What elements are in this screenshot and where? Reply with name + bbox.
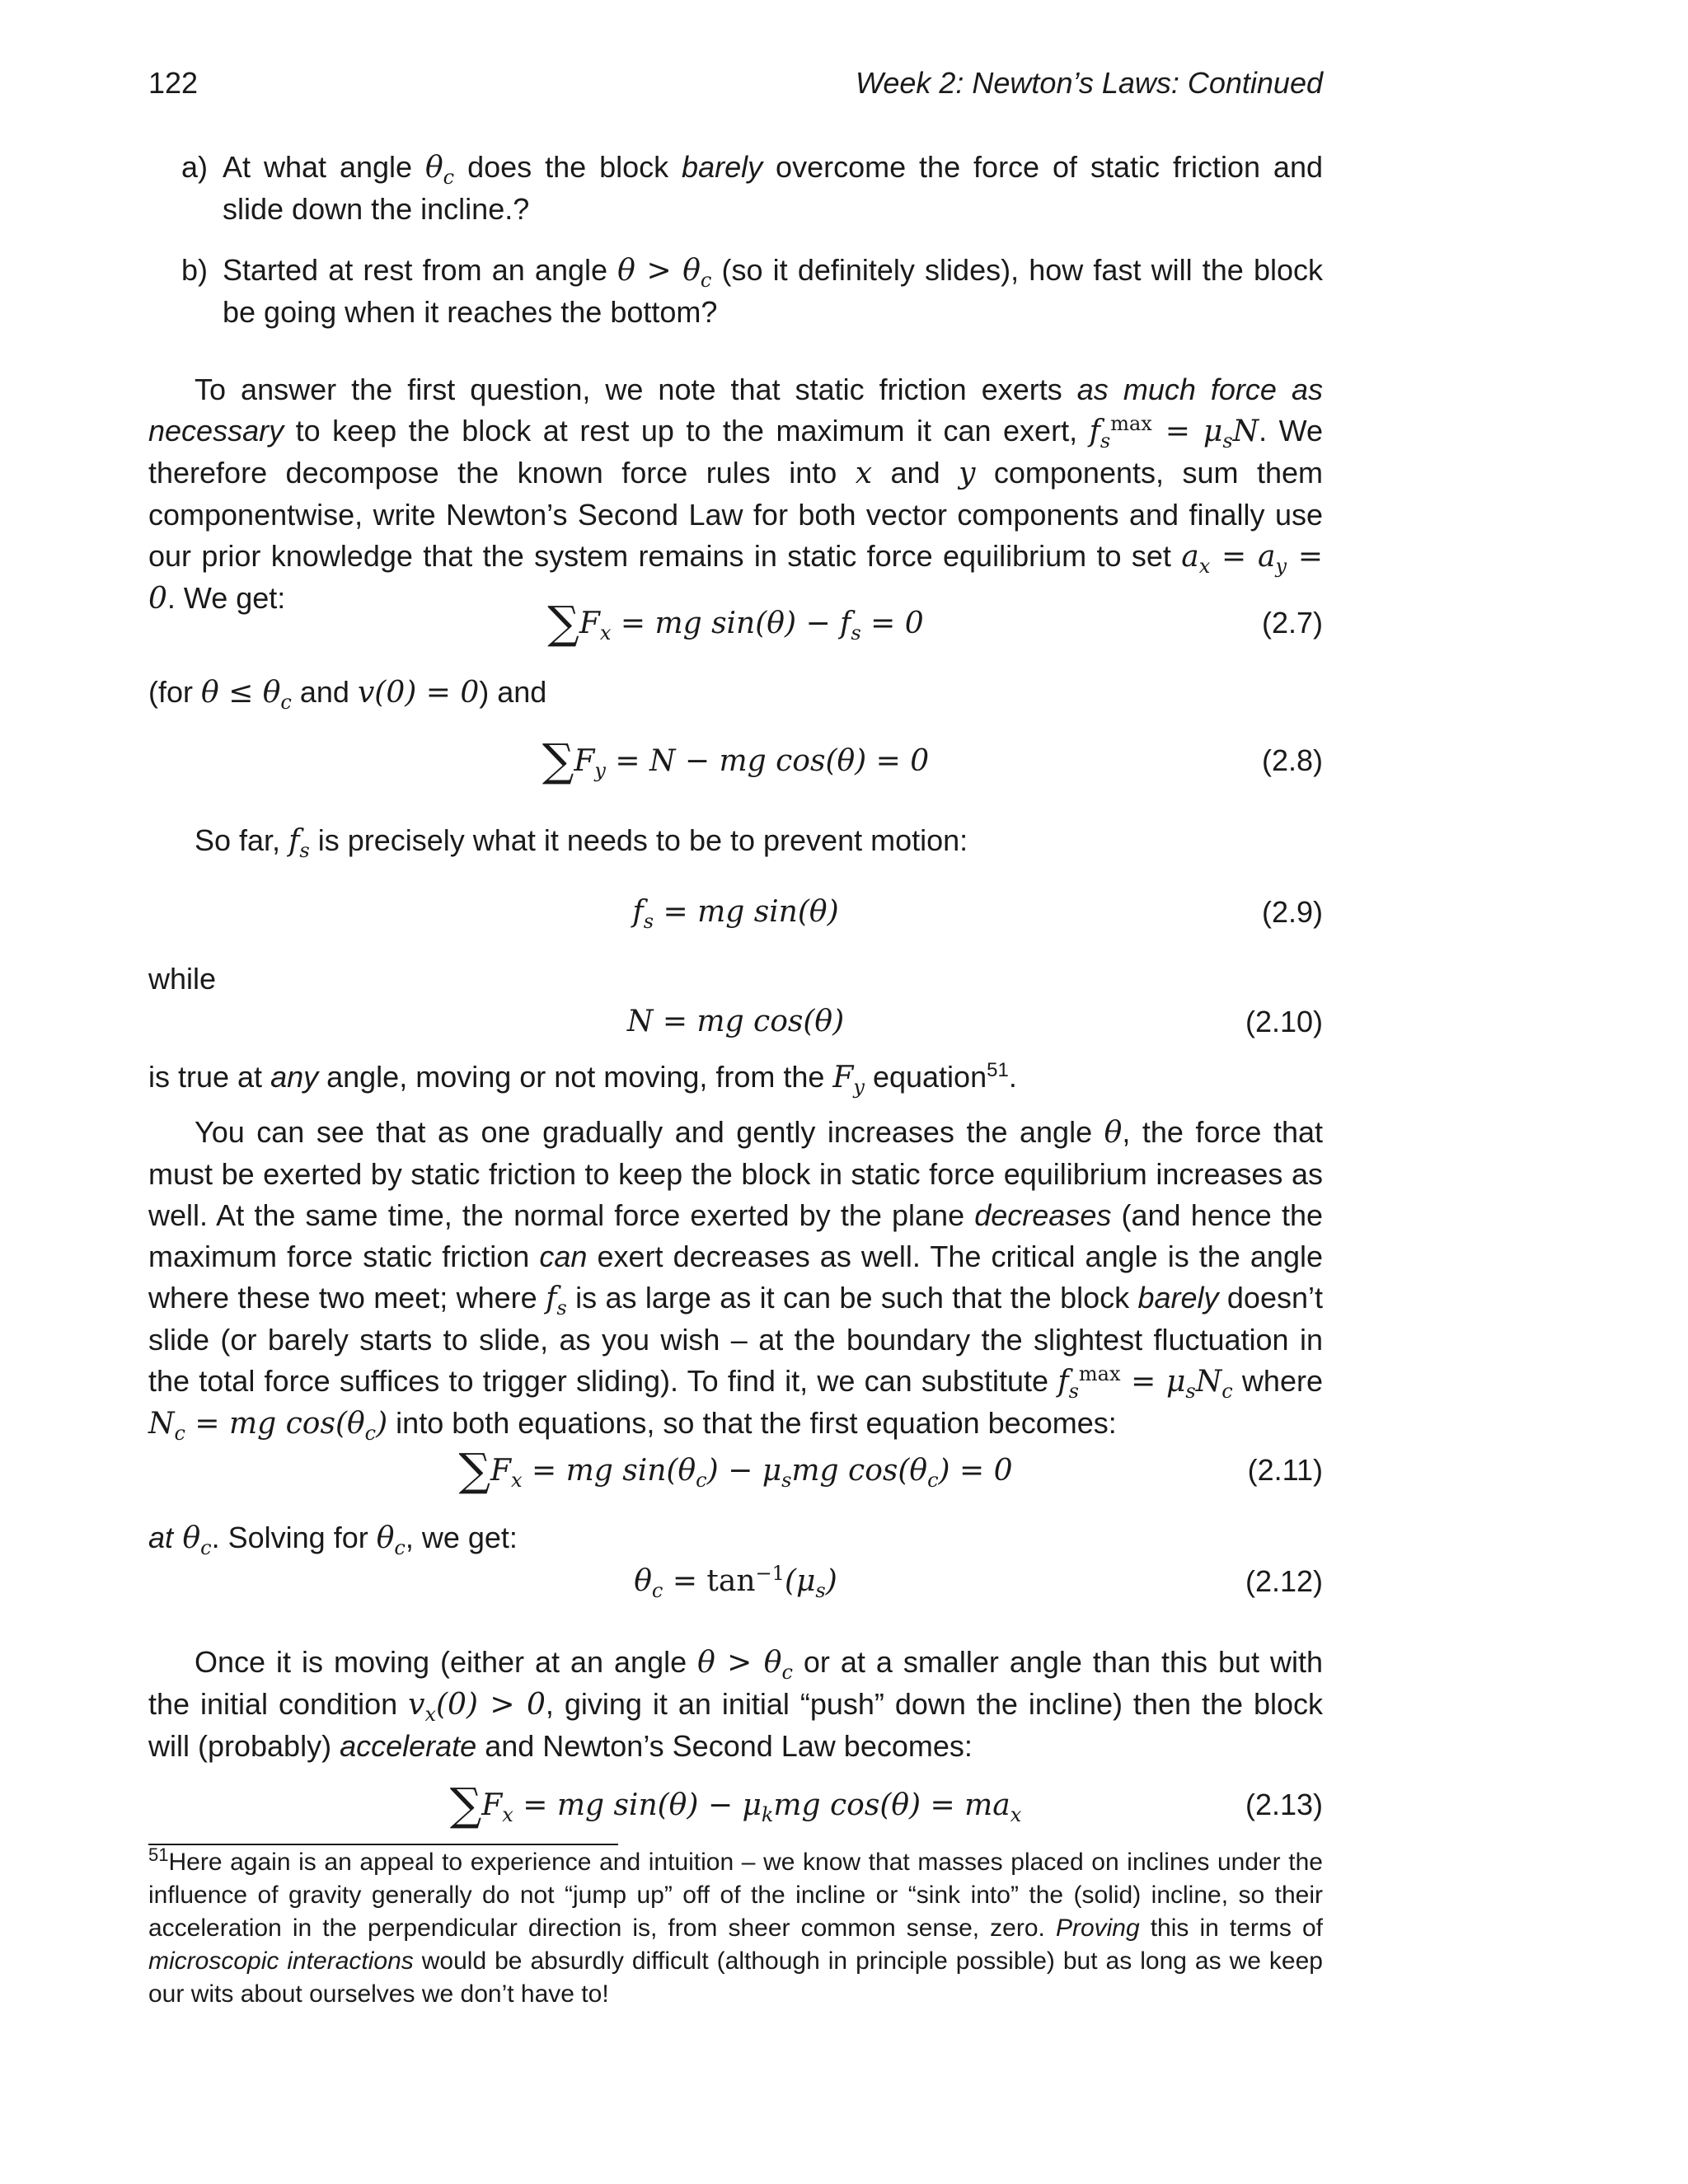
solving-line: at $\theta_c$. Solving for $\theta_c$, we get: [148, 1521, 518, 1560]
equation-2-11-expression: $\sum F_x$ = mg $\sin(\theta_c) - \mu_smg$ $\cos(\theta_c) = 0$ [458, 1444, 1013, 1496]
equation-2-11 [148, 1446, 1323, 1495]
question-a-text: At what angle $\theta_c$ does the block barely overcome the force of static friction and slide down the incline.? [223, 150, 1323, 226]
paragraph-once-moving: Once it is moving (either at an angle $\theta > \theta_c$ or at a smaller angle than this but with the initial condition $v_x(0) > 0$, giving it an initial “push” down the incline) then the block will (probably) accelerate and Newton’s Second Law becomes: [148, 1645, 1323, 1763]
equation-2-13 [148, 1780, 1323, 1830]
paragraph-so-far: So far, $f_s$ is precisely what it needs to be to prevent motion: [195, 823, 968, 863]
question-b-label: b) [181, 253, 209, 287]
equation-2-7-expression: $\sum F_x$ = mg $\sin(\theta) - f_s = 0$ [547, 597, 924, 649]
equation-2-9-expression: $f_s$ = mg sin(θ) [632, 895, 839, 934]
footnote: $^{51}$Here again is an appeal to experience and intuition – we know that masses placed on inclines under the influence of gravity generally do not “jump up” off of the incline or “sink into” the (solid) incline, so their acceleration in the perpendicular direction is, from sheer common sense, zero. Proving this in terms of microscopic interactions would be absurdly difficult (although in principle possible) but as long as we keep our wits about ourselves we don’t have to! [148, 1844, 1323, 2008]
paragraph-static-friction: To answer the first question, we note that static friction exerts as much force as necessary to keep the block at rest up to the maximum it can exert, $f_s^{max} = \mu_sN$. We therefore decompose the known force rules into x and y components, sum them componentwise, write Newton’s Second Law for both vector components and finally use our prior knowledge that the system remains in static force equilibrium to set $a_x = a_y = 0$. We get: [148, 373, 1323, 616]
page-number: 122 [148, 66, 199, 100]
paragraph-any-angle: is true at any angle, moving or not moving, from the $F_y$ equation$^{51}$. [148, 1059, 1017, 1099]
running-head [148, 63, 1323, 104]
question-b-text: Started at rest from an angle $\theta > \theta_c$ (so it definitely slides), how fast will the block be going when it reaches the bottom? [223, 253, 1324, 329]
equation-2-9 [148, 888, 1323, 937]
equation-2-8 [148, 736, 1323, 785]
footnote-marker: 51 [987, 1059, 1009, 1081]
condition-line: (for $\theta \le \theta_c$ and v(0) = 0) and [148, 675, 547, 715]
equation-2-10 [148, 997, 1323, 1047]
equation-2-12-number: (2.12) [1245, 1564, 1323, 1598]
equation-2-7-number: (2.7) [1261, 606, 1323, 640]
equation-2-12-expression: $\theta_c = \tan^{-1}(\mu_s)$ [634, 1562, 837, 1603]
while-text: while [148, 962, 217, 996]
question-a-label: a) [181, 150, 209, 184]
equation-2-9-number: (2.9) [1261, 895, 1323, 929]
paragraph-critical-angle: You can see that as one gradually and gently increases the angle θ, the force that must be exerted by static friction to keep the block in static force equilibrium increases as well. At the same time, the normal force exerted by the plane decreases (and hence the maximum force static friction can exert decreases as well. The critical angle is the angle where these two meet; where $f_s$ is as large as it can be such that the block barely doesn’t slide (or barely starts to slide, as you wish – at the boundary the slightest fluctuation in the total force suffices to trigger sliding). To find it, we can substitute $f_s^{max} = \mu_sN_c$ where $N_c$ = mg $\cos(\theta_c)$ into both equations, so that the first equation becomes: [148, 1115, 1323, 1446]
equation-2-13-expression: $\sum F_x$ = mg $\sin(\theta) - \mu_kmg$ $\cos(\theta) = ma_x$ [449, 1779, 1022, 1830]
running-title: Week 2: Newton’s Laws: Continued [856, 66, 1323, 100]
equation-2-8-number: (2.8) [1261, 743, 1323, 777]
footnote-rule [148, 1844, 618, 1845]
equation-2-8-expression: $\sum F_y = N$ − mg cos(θ) = 0 [542, 734, 930, 786]
equation-2-11-number: (2.11) [1247, 1453, 1323, 1487]
equation-2-10-expression: N = mg cos(θ) [626, 1005, 845, 1038]
equation-2-10-number: (2.10) [1245, 1005, 1323, 1038]
footnote-number: 51 [148, 1844, 169, 1865]
equation-2-12 [148, 1557, 1323, 1606]
equation-2-13-number: (2.13) [1245, 1788, 1323, 1821]
equation-2-7 [148, 598, 1323, 648]
